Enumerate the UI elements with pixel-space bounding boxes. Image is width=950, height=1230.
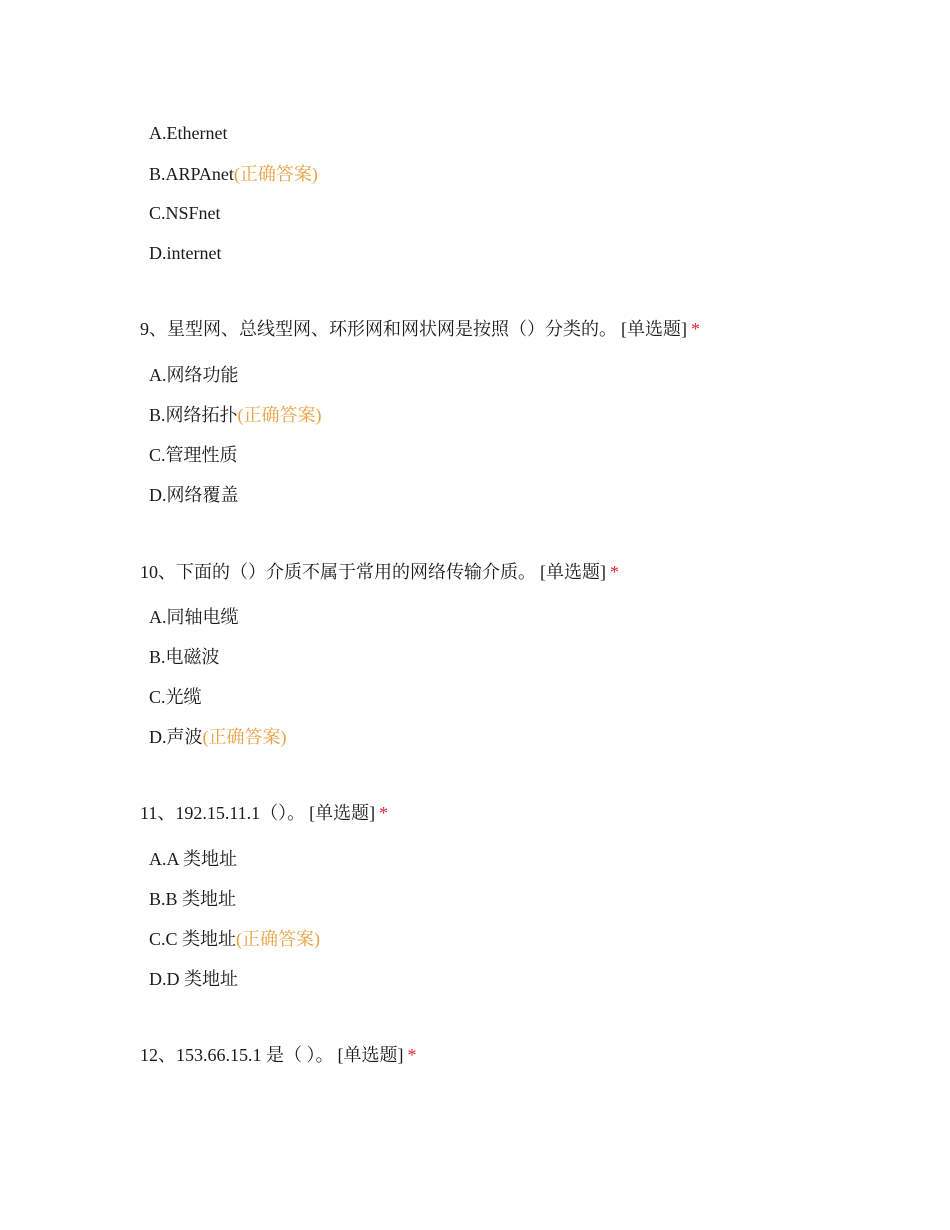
- option-text: D.声波: [149, 727, 203, 747]
- option-text: C.光缆: [149, 687, 202, 707]
- correct-answer-tag: (正确答案): [202, 727, 287, 747]
- required-marker: *: [691, 319, 700, 339]
- option-c: [149, 927, 320, 951]
- option-text: C.NSFnet: [149, 203, 221, 223]
- question-text: 11、192.15.11.1（）。: [140, 803, 306, 823]
- option-text: A.A 类地址: [149, 849, 238, 869]
- option-text: D.internet: [149, 243, 222, 263]
- option-b: [149, 162, 318, 186]
- option-text: D.网络覆盖: [149, 485, 239, 505]
- question-type: [单选题]: [621, 319, 687, 339]
- option-d: [149, 483, 239, 507]
- required-marker: *: [379, 803, 389, 823]
- option-text: B.电磁波: [149, 647, 220, 667]
- question-text: 9、星型网、总线型网、环形网和网状网是按照（）分类的。: [140, 319, 617, 339]
- option-b: [149, 403, 322, 427]
- question-11-title: [140, 801, 388, 825]
- option-d: [149, 967, 238, 991]
- option-text: B.网络拓扑: [149, 405, 238, 425]
- option-a: [149, 847, 237, 871]
- question-9-title: [140, 317, 700, 341]
- option-a: [149, 605, 239, 629]
- question-12-title: [140, 1043, 417, 1067]
- question-text: 12、153.66.15.1 是（ ）。: [140, 1045, 334, 1065]
- required-marker: *: [407, 1045, 417, 1065]
- option-text: A.网络功能: [149, 365, 239, 385]
- option-a: [149, 363, 239, 387]
- question-text: 10、下面的（）介质不属于常用的网络传输介质。: [140, 562, 536, 582]
- correct-answer-tag: (正确答案): [236, 929, 321, 949]
- question-10-title: [140, 560, 619, 584]
- correct-answer-tag: (正确答案): [237, 405, 322, 425]
- option-text: B.ARPAnet: [149, 164, 234, 184]
- option-text: D.D 类地址: [149, 969, 238, 989]
- option-b: [149, 887, 236, 911]
- question-type: [单选题]: [337, 1045, 404, 1065]
- option-text: A.Ethernet: [149, 123, 228, 143]
- option-text: A.同轴电缆: [149, 607, 239, 627]
- option-text: C.管理性质: [149, 445, 238, 465]
- question-type: [单选题]: [309, 803, 376, 823]
- option-text: B.B 类地址: [149, 889, 237, 909]
- option-c: [149, 685, 202, 709]
- required-marker: *: [610, 562, 619, 582]
- option-b: [149, 645, 220, 669]
- option-c: [149, 443, 238, 467]
- question-type: [单选题]: [540, 562, 606, 582]
- option-d: [149, 725, 287, 749]
- option-c: [149, 201, 221, 225]
- option-text: C.C 类地址: [149, 929, 237, 949]
- correct-answer-tag: (正确答案): [233, 164, 318, 184]
- option-d: [149, 241, 221, 265]
- option-a: [149, 121, 227, 145]
